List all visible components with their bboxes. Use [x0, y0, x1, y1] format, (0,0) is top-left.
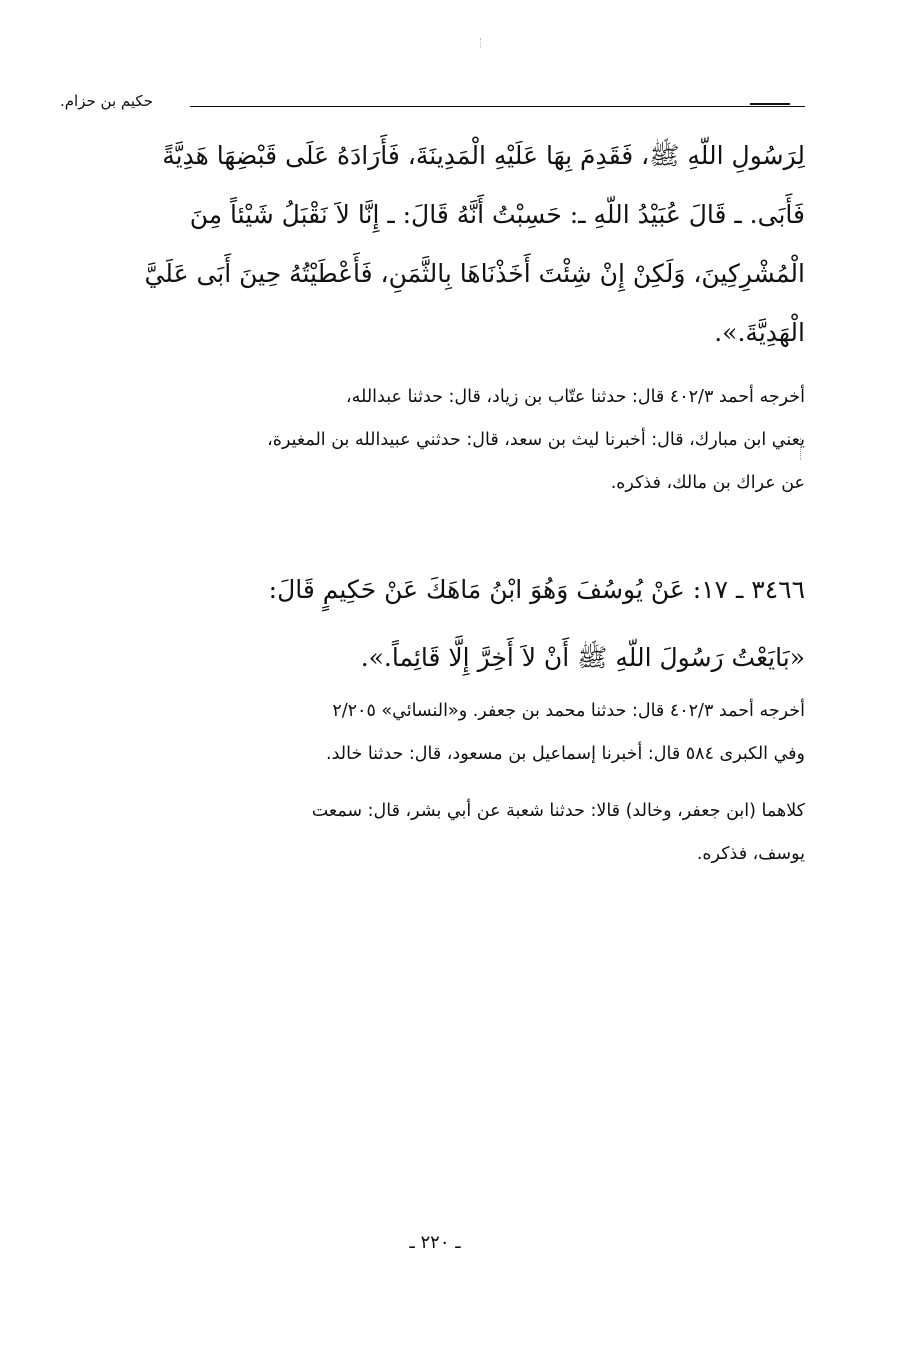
scan-speck — [480, 38, 483, 48]
hadith-text — [78, 556, 805, 692]
text-line: أخرجه أحمد ٤٠٢/٣ قال: حدثنا محمد بن جعفر. و«النسائي» ٢/٢٠٥ — [332, 701, 805, 721]
text-line: عن عراك بن مالك، فذكره. — [610, 473, 805, 493]
takhrij-paragraph — [78, 690, 805, 776]
text-line: أخرجه أحمد ٤٠٢/٣ قال: حدثنا عتّاب بن زياد، قال: حدثنا عبدالله، — [346, 387, 805, 407]
hadith-text-continued — [78, 126, 805, 362]
text-line: وفي الكبرى ٥٨٤ قال: أخبرنا إسماعيل بن مسعود، قال: حدثنا خالد. — [326, 744, 805, 764]
takhrij-paragraph — [78, 790, 805, 876]
margin-mark — [800, 438, 807, 460]
page-number: ـ ٢٢٠ ـ — [409, 1232, 461, 1253]
text-line: ٣٤٦٦ ـ ١٧: عَنْ يُوسُفَ وَهُوَ ابْنُ مَاهَكَ عَنْ حَكِيمٍ قَالَ: — [268, 575, 805, 604]
text-line: الْهَدِيَّةَ.». — [714, 318, 805, 347]
text-line: لِرَسُولِ اللّهِ ﷺ، فَقَدِمَ بِهَا عَلَيْهِ الْمَدِينَةَ، فَأَرَادَهُ عَلَى قَبْضِهَا هَدِيَّةً — [162, 141, 805, 170]
header-dash — [750, 103, 790, 105]
text-line: كلاهما (ابن جعفر، وخالد) قالا: حدثنا شعبة عن أبي بشر، قال: سمعت — [311, 801, 805, 821]
running-title: حكيم بن حزام. — [60, 92, 153, 110]
header-rule — [190, 106, 805, 107]
takhrij-paragraph — [78, 376, 805, 505]
text-line: «بَايَعْتُ رَسُولَ اللّهِ ﷺ أَنْ لاَ أَخِرَّ إِلَّا قَائِماً.». — [360, 643, 805, 672]
text-line: فَأَبَى. ـ قَالَ عُبَيْدُ اللّهِ ـ: حَسِبْتُ أَنَّهُ قَالَ: ـ إِنَّا لاَ نَقْبَلُ شَيْئاً مِنَ — [189, 200, 805, 229]
text-line: الْمُشْرِكِينَ، وَلَكِنْ إِنْ شِئْتَ أَخَذْنَاهَا بِالثَّمَنِ، فَأَعْطَيْتُهُ حِينَ أَبَى عَلَيَّ — [144, 259, 805, 288]
text-line: يعني ابن مبارك، قال: أخبرنا ليث بن سعد، قال: حدثني عبيدالله بن المغيرة، — [267, 430, 805, 450]
text-line: يوسف، فذكره. — [696, 844, 805, 864]
